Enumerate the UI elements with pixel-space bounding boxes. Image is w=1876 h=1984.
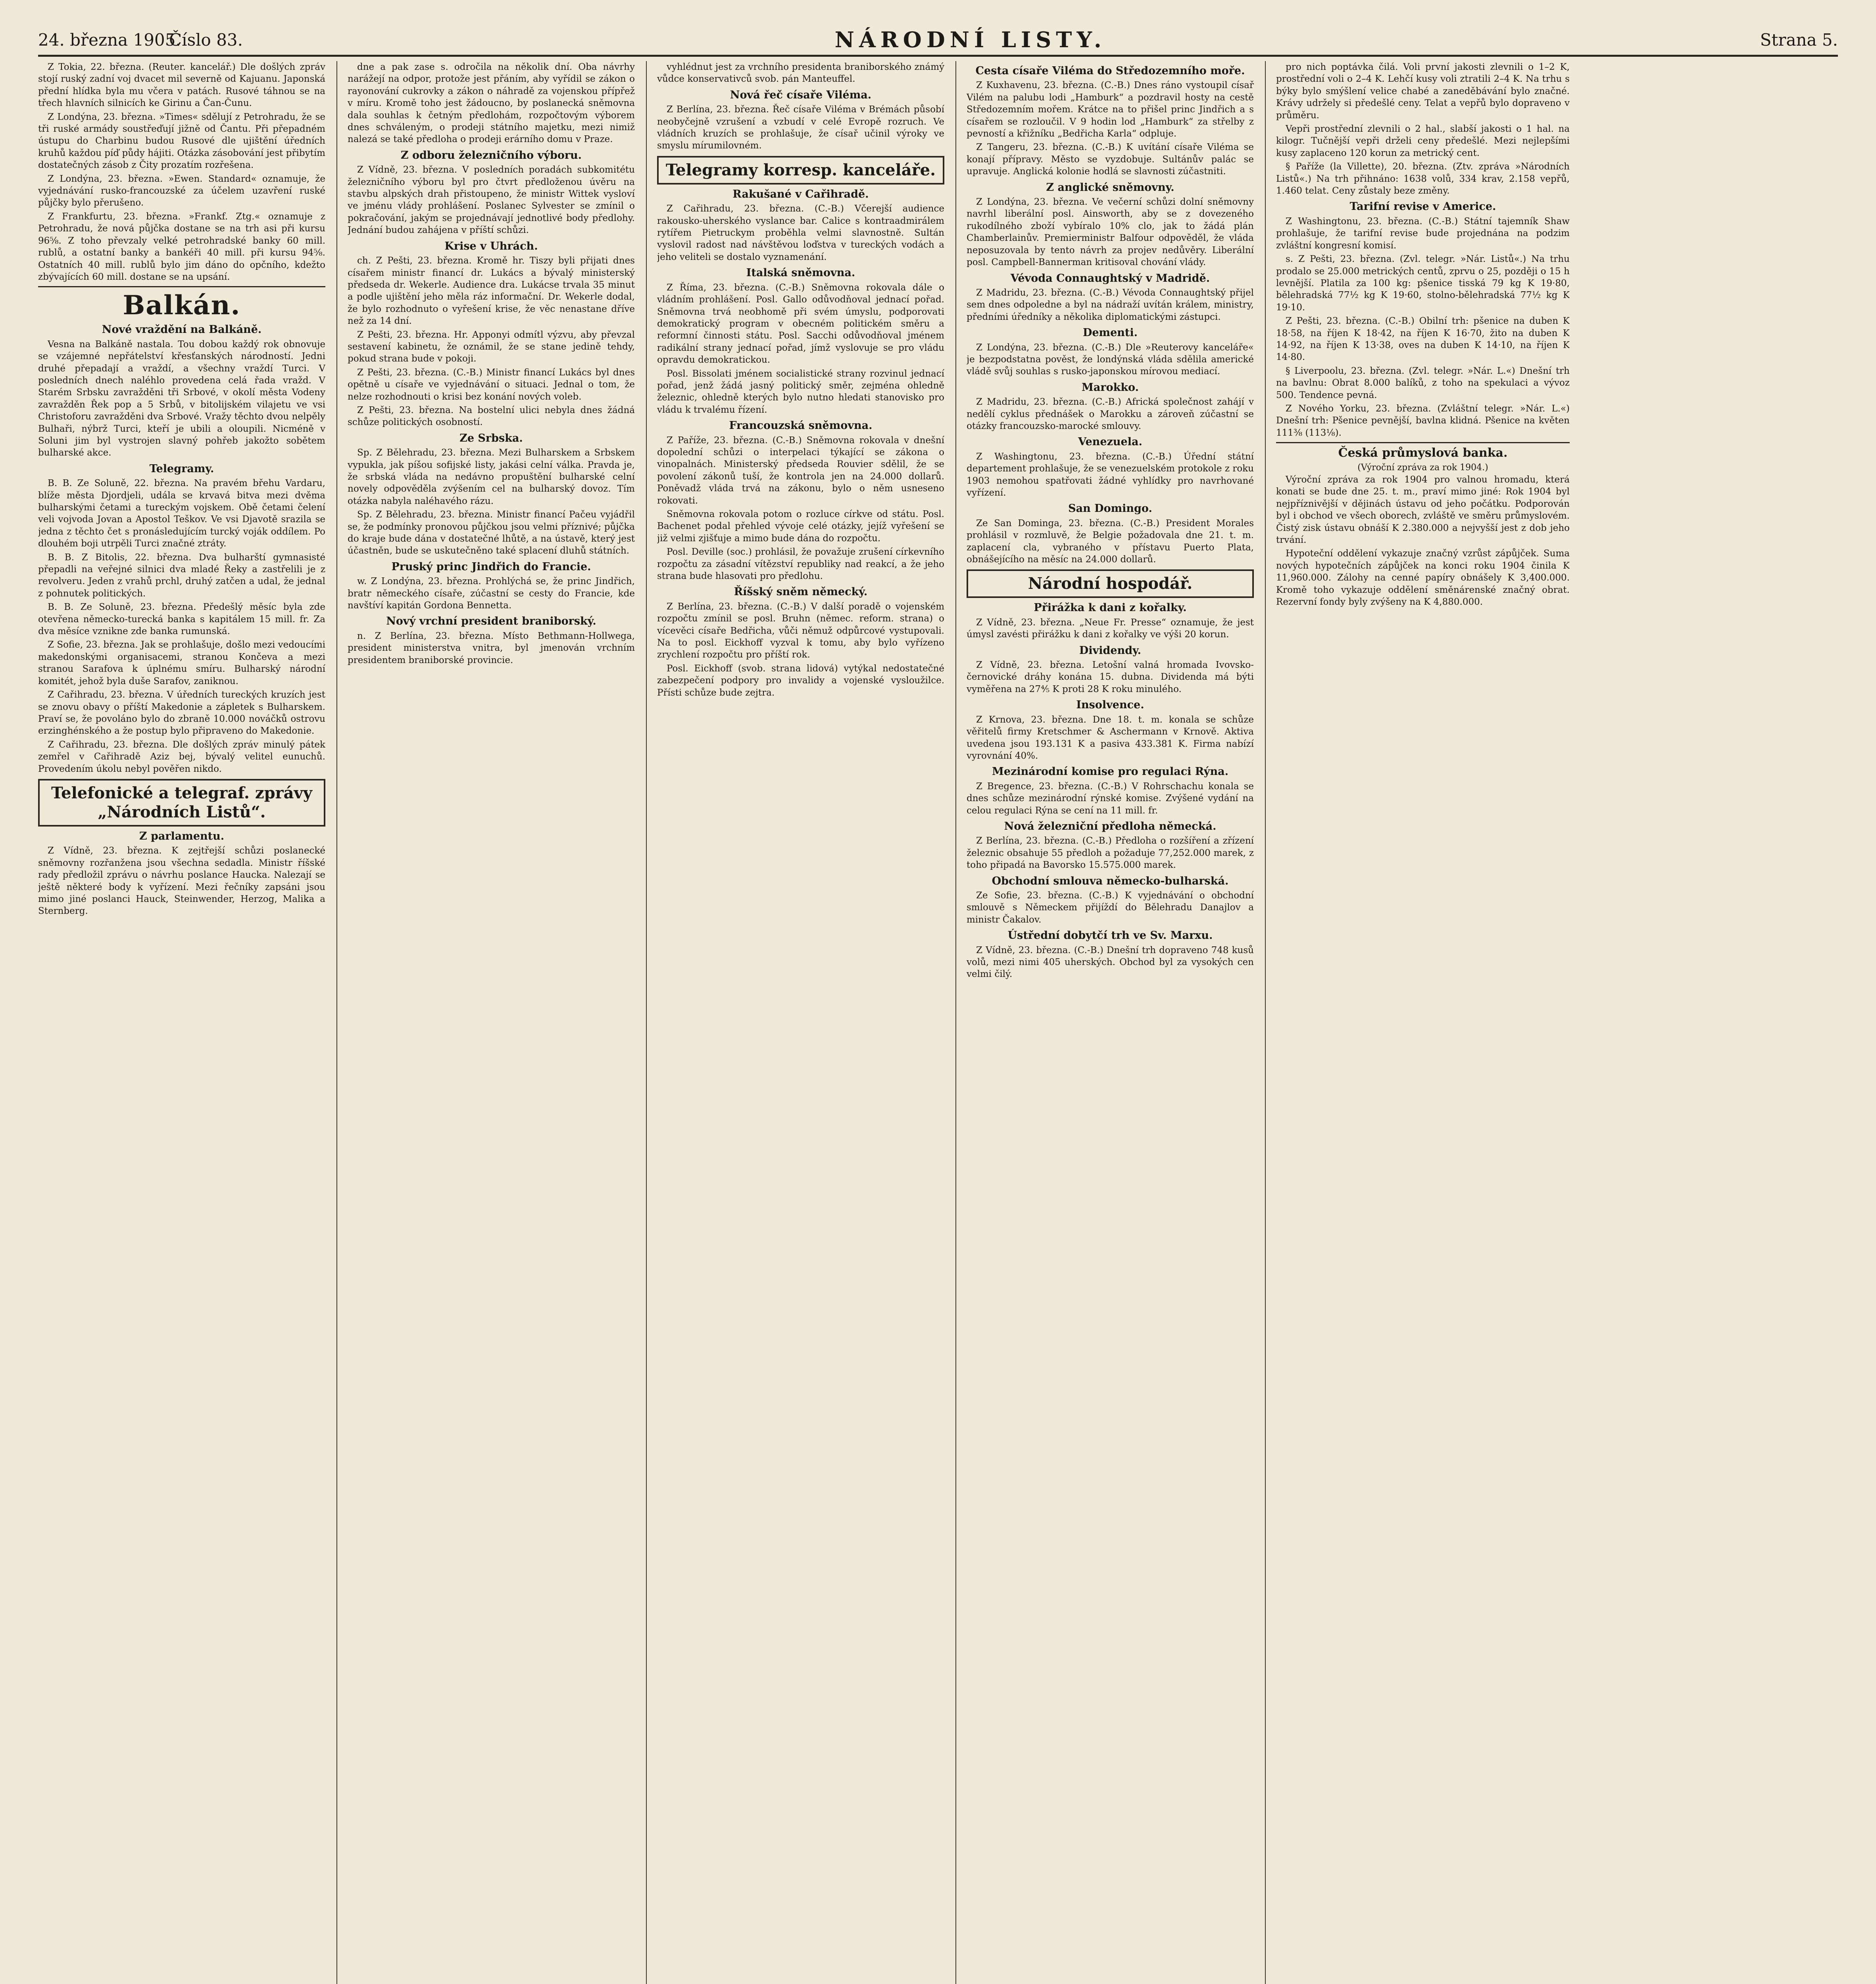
bulhar-article: Ze Sofie, 23. března. (C.-B.) K vyjednávání o obchodní smlouvě s Německem přijíždí do Bělehradu Danajlov a ministr Čakalov.	[967, 890, 1254, 925]
pesti-report-4: Z Pešti, 23. března. Na bostelní ulici nebyla dnes žádná schůze politických osobností.	[348, 405, 635, 428]
column-5	[1276, 61, 1570, 1984]
italska-heading: Italská sněmovna.	[746, 267, 855, 279]
balkan-heading: Balkán.	[123, 290, 241, 321]
parlament-heading: Z parlamentu.	[139, 830, 225, 842]
odbor-article: Z Vídně, 23. března. V posledních poradách subkomitétu železničního výboru byl pro čtvrt předloženou úvěru na stavbu alpských drah přistoupeno, že ministr Wittek vysloví ve jménu vlády prohlášení. Poslanec Sylvester se zmínil o pokračování, jakým se projednávají jednotlivé body předlohy. Jednání budou zahájena v příští schůzi.	[348, 165, 635, 236]
rakusane-heading: Rakušané v Cařihradě.	[732, 188, 869, 200]
banka-subheading: (Výroční zpráva za rok 1904.)	[1357, 462, 1488, 473]
nova-article: Z Berlína, 23. března. (C.-B.) Předloha o rozšíření a zřízení železnic obsahuje 55 předloh a požaduje 77,252.000 marek, z toho připadá na Bavorsko 15.575.000 marek.	[967, 836, 1254, 871]
columns	[38, 61, 1838, 1984]
column-separator	[1265, 61, 1266, 1984]
column-3	[657, 61, 944, 1984]
tanger-report: Z Tangeru, 23. března. (C.-B.) K uvítání císaře Viléma se konají přípravy. Město se vyzdobuje. Sultánův palác se upravuje. Anglická kolonie hodlá se slavnosti zúčastniti.	[967, 142, 1254, 177]
column-separator	[955, 61, 956, 1984]
column-2	[348, 61, 635, 1984]
telefon-heading: Telefonické a telegraf. zprávy	[51, 783, 313, 802]
parlament-article: Z Vídně, 23. března. K zejtřejší schůzi poslanecké sněmovny rozřanžena jsou všechna sedadla. Ministr říšské rady předložil zprávu o návrhu poslance Haucka. Nalezají se ještě některé body k vyřízení. Mezi řečníky zapsáni jsou mimo jiné poslanci Hauck, Steinwender, Herzog, Malika a Sternberg.	[38, 846, 325, 917]
telefon-subheading: „Národních Listů“.	[98, 802, 266, 821]
korresp-box	[657, 156, 944, 185]
page-number: Strana 5.	[1760, 30, 1838, 50]
krise-article: ch. Z Pešti, 23. března. Kromě hr. Tiszy byli přijati dnes císařem ministr financí dr. Lukács a bývalý ministerský předseda dr. Wekerle. Audience dra. Lukácse trvala 35 minut a podle ujištění jeho měla ráz informační. Dr. Wekerle dodal, že bylo rozhodnuto o vyřešení krise, že věc nenastane dříve než za 14 dní.	[348, 256, 635, 327]
newspaper-page	[38, 28, 1838, 1984]
dementi-article: Z Londýna, 23. března. (C.-B.) Dle »Reuterovy kanceláře« je bezpodstatna pověst, že londýnská vláda sdělila americké vládě svůj souhlas s rusko-japonskou mírovou mediací.	[967, 342, 1254, 377]
srbsko-heading: Ze Srbska.	[459, 432, 523, 444]
carihrad-telegram-1: Z Cařihradu, 23. března. V úředních tureckých kruzích jest se znovu obavy o příští Makedonie a zápletek s Bulharskem. Praví se, že povoláno bylo do zbraně 10.000 nováčků ostrovu erzinghénského a že postup bylo připraveno do Makedonie.	[38, 690, 325, 736]
insolvence-article: Z Krnova, 23. března. Dne 18. t. m. konala se schůze věřitelů firmy Kretschmer & Aschermann v Krnově. Aktiva uvedena jsou 193.131 K a pasiva 433.381 K. Firma nabízí vyrovnání 40%.	[967, 714, 1254, 761]
col3-continuation: vyhlédnut jest za vrchního presidenta braniborského známý vůdce konservativců svob. pán Manteuffel.	[657, 62, 944, 85]
liverpool-report: § Liverpoolu, 23. března. (Zvl. telegr. »Nár. L.«) Dnešní trh na bavlnu: Obrat 8.000 balíků, z toho na spekulaci a vývoz 500. Tendence pevná.	[1276, 365, 1570, 400]
ryna-heading: Mezinárodní komise pro regulaci Rýna.	[992, 765, 1228, 778]
krise-heading: Krise v Uhrách.	[444, 240, 538, 252]
column-1	[38, 61, 325, 1984]
francouzska-heading: Francouzská sněmovna.	[729, 419, 873, 432]
hospodar-box	[967, 569, 1254, 598]
column-separator	[336, 61, 337, 1984]
srbsko-article: Sp. Z Bělehradu, 23. března. Mezi Bulharskem a Srbskem vypukla, jak píšou sofijské listy, jakási celní válka. Pravda je, že srbská vláda na nedávno propuštění bulharské celní novely odpověděla zvýšením cel na bulharský dovoz. Tím otázka nabyla naléhavého rázu.	[348, 448, 635, 506]
president-article: n. Z Berlína, 23. března. Místo Bethmann-Hollwega, president ministerstva vnitra, byl jmenován vrchním presidentem braniborské provincie.	[348, 631, 635, 665]
col5-continuation: pro nich poptávka čilá. Voli první jakosti zlevnili o 1–2 K, prostřední voli o 2–4 K. Lehčí kusy voli ztratili 2–4 K. Na trhu s býky bylo smýšlení velice chabé a zaneděbávání bylo značné. Krávy udržely si předešlé ceny. Telat a vepřů bylo dopraveno v průměru.	[1276, 62, 1570, 121]
dividendy-heading: Dividendy.	[1079, 644, 1142, 657]
jindrich-heading: Pruský princ Jindřich do Francie.	[391, 560, 591, 573]
section-rule	[38, 286, 325, 287]
prirazka-article: Z Vídně, 23. března. „Neue Fr. Presse“ oznamuje, že jest úmysl zavésti přirážku k dani z kořalky ve výši 20 korun.	[967, 617, 1254, 640]
vevoda-heading: Vévoda Connaughtský v Madridě.	[1010, 272, 1210, 285]
risky-article: Z Berlína, 23. března. (C.-B.) V další poradě o vojenském rozpočtu zmínil se posl. Bruhn (němec. reform. strana) o vícevěci císaře Bedřicha, vůči němuž odpůrcové vystupovali. Na to posl. Eickhoff vyzval k tomu, aby bylo vyřízeno zrychlení rozpočtu pro příští rok.	[657, 601, 944, 660]
issue-number: Číslo 83.	[169, 30, 243, 50]
header-rule	[38, 55, 1838, 57]
pesti-termin-report: Z Pešti, 23. března. (C.-B.) Obilní trh: pšenice na duben K 18·58, na říjen K 18·42, na říjen K 16·70, žito na duben K 14·92, na říjen K 13·38, oves na duben K 14·10, na říjen K 14·80.	[1276, 316, 1570, 363]
marokko-heading: Marokko.	[1082, 381, 1139, 394]
bitolis-telegram: B. B. Z Bitolis, 22. března. Dva bulharští gymnasisté přepadli na veřejné silnici dva mladé Řeky a zastřelili je z revolveru. Jeden z vrahů prchl, druhý zatčen a udal, že jednal z pohnutek politických.	[38, 552, 325, 599]
tokio-report: Z Tokia, 22. března. (Reuter. kancelář.) Dle došlých zpráv stojí ruský zadní voj dvacet mil severně od Kajuanu. Japonská přední hlídka byla mu včera v patách. Rusové táhnou se na třech hlavních silnicích ke Girinu a Čan-Čunu.	[38, 62, 325, 109]
issue-date: 24. března 1905.	[38, 30, 181, 50]
ryna-article: Z Bregence, 23. března. (C.-B.) V Rohrschachu konala se dnes schůze mezinárodní rýnské komise. Zvýšené vydání na celou regulaci Rýna se cení na 11 mill. fr.	[967, 781, 1254, 816]
carihrad-telegram-2: Z Cařihradu, 23. března. Dle došlých zpráv minulý pátek zemřel v Cařihradě Aziz bej, bývalý velitel eunuchů. Provedením úkolu nebyl pověřen nikdo.	[38, 739, 325, 774]
masthead: NÁRODNÍ LISTY.	[834, 27, 1106, 52]
venezuela-heading: Venezuela.	[1078, 436, 1142, 448]
pariz-report: § Paříže (la Villette), 20. března. (Ztv. zpráva »Národních Listů«.) Na trh přihnáno: 1638 volů, 334 krav, 2.158 vepřů, 1.460 telat. Ceny zůstaly beze změny.	[1276, 161, 1570, 196]
anglicka-article: Z Londýna, 23. března. Ve večerní schůzi dolní sněmovny navrhl liberální posl. Ainsworth, aby se z dovezeného rukodílného zboží vybíralo 10% clo, jak to žádá plán Chamberlainův. Premierministr Balfour odpověděl, že vláda neposuzovala by tento návrh za projev nedůvěry. Liberální posl. Campbell-Bannerman kritisoval chování vlády.	[967, 197, 1254, 268]
domingo-heading: San Domingo.	[1068, 502, 1152, 515]
cesta-heading: Cesta císaře Viléma do Středozemního moře.	[975, 65, 1245, 77]
bulhar-heading: Obchodní smlouva německo-bulharská.	[992, 875, 1229, 887]
dementi-heading: Dementi.	[1082, 327, 1138, 339]
col2-continuation: dne a pak zase s. odročila na několik dní. Oba návrhy narážejí na odpor, protože jest přáním, aby vyřídil se zákon o rayonování cukrovky a zákon o náhradě za vojenskou přípřež v míru. Kromě toho jest žádoucno, by poslanecká sněmovna dala souhlas k četným předlohám, rozpočtovým výborem dnes schváleným, o prodeji státního majetku, mezi nimiž nalezá se také předloha o prodeji erárního domu v Praze.	[348, 62, 635, 145]
hypotecni-paragraph: Hypoteční oddělení vykazuje značný vzrůst zápůjček. Suma nových hypotečních zápůjček na konci roku 1904 činila K 11,960.000. Zálohy na cenné papíry obnášely K 3,400.000. Kromě toho vykazuje oddělení směnárenské značný obrat. Rezervní fondy byly zvýšeny na K 4,880.000.	[1276, 548, 1570, 608]
eickhoff-paragraph: Posl. Eickhoff (svob. strana lidová) vytýkal nedostatečné zabezpečení podpory pro invalidy a vojenské vysloužilce. Přísti schůze bude zejtra.	[657, 663, 944, 698]
dividendy-article: Z Vídně, 23. března. Letošní valná hromada Ivovsko-černovické dráhy konána 15. dubna. Dividenda má býti vyměřena na 27⅘ K proti 28 K roku minulého.	[967, 660, 1254, 694]
rakusane-article: Z Cařihradu, 23. března. (C.-B.) Včerejší audience rakousko-uherského vyslance bar. Calice s kontraadmirálem rytířem Pietruckym proběhla velmi slavnostně. Sultán vyslovil radost nad návštěvou loďstva v tureckých vodách a jeho veliteli se dostalo vyznamenání.	[657, 204, 944, 262]
anglicka-heading: Z anglické sněmovny.	[1046, 181, 1174, 194]
odluka-paragraph: Sněmovna rokovala potom o rozluce církve od státu. Posl. Bachenet podal přehled vývoje celé otázky, jejíž vyřešení se již velmi zjišťuje a mimo bude dána do rozpočtu.	[657, 509, 944, 544]
cesta-article: Z Kuxhavenu, 23. března. (C.-B.) Dnes ráno vystoupil císař Vilém na palubu lodi „Hamburk“ a pozdravil hosty na cestě Středozemním mořem. Krátce na to přišel princ Jindřich a s císařem se rozloučil. V 9 hodin lod „Hamburk“ za střelby z pevností a křižníku „Bedřicha Karla“ odpluje.	[967, 80, 1254, 139]
insolvence-heading: Insolvence.	[1076, 699, 1144, 711]
president-heading: Nový vrchní president braniborský.	[386, 615, 596, 628]
italska-article: Z Říma, 23. března. (C.-B.) Sněmovna rokovala dále o vládním prohlášení. Posl. Gallo odůvodňoval jednací pořad. Sněmovna trvá neobhomě při svém úmyslu, podporovati demokratický program v obecném politickém směru a reformní činnosti státu. Posl. Sacchi odůvodňoval jménem radikální strany jednací pořad, jímž vyslovuje se pro vládu opravdu demokratickou.	[657, 282, 944, 365]
balkan-article: Vesna na Balkáně nastala. Tou dobou každý rok obnovuje se vzájemné nepřátelství křesťanských národností. Jedni druhé přepadají a vraždí, a všechny vraždí Turci. V posledních dnech naléhlo provedena celá řada vražd. V Starém Srbsku zavražděni tři Srbové, v okolí města Vodeny zavražděn Řek pop a 5 Srbů, v bitolijském vilajetu ve vsi Christoforu zavražděni dva Srbové. Vražy těchto dvou nelpěly Bulhaři, nýbrž Turci, kteří je ubili a oloupili. Nicméně v Soluni jim byl vystrojen slavný pohřeb jakožto sobětem bulharské akce.	[38, 339, 325, 458]
pest-obili-report: s. Z Pešti, 23. března. (Zvl. telegr. »Nár. Listů«.) Na trhu prodalo se 25.000 metrických centů, zprvu o 25, později o 15 h levnější. Platila za 100 kg: pšenice tisská 79 kg K 19·80, bělehradská 77½ kg K 19·60, stolno-bělehradská 77½ kg K 19·10.	[1276, 254, 1570, 313]
korresp-heading: Telegramy korresp. kanceláře.	[665, 160, 936, 179]
solun-telegram: B. B. Ze Soluně, 22. března. Na pravém břehu Vardaru, blíže města Djordjeli, udála se krvavá bitva mezi dvěma bulharskými četami a tureckým vojskem. Obě četami čelení veli vojvoda Jovan a Apostol Teškov. Ve vsi Djavotě srazila se jedna z těchto čet s pronásledujícím turcký voják oddílem. Po dlouhém boji utrpěli Turci značné ztráty.	[38, 478, 325, 549]
venezuela-article: Z Washingtonu, 23. března. (C.-B.) Úřední státní departement prohlašuje, že se venezuelském protokole z roku 1903 nemohou spatřovati žádné vyhlídky pro navrhované vyřízení.	[967, 451, 1254, 498]
page-header	[38, 28, 1838, 52]
prirazka-heading: Přirážka k dani z kořalky.	[1034, 602, 1187, 614]
trh-article: Z Vídně, 23. března. (C.-B.) Dnešní trh dopraveno 748 kusů volů, mezi nimi 405 uherských. Obchod byl za vysokých cen velmi čilý.	[967, 945, 1254, 980]
newyork-report: Z Nového Yorku, 23. března. (Zvláštní telegr. »Nár. L.«) Dnešní trh: Pšenice pevnější, bavlna klidná. Pšenice na květen 111⅜ (113⅛).	[1276, 403, 1570, 438]
odbor-heading: Z odboru železničního výboru.	[400, 149, 582, 161]
bissolati-paragraph: Posl. Bissolati jménem socialistické strany rozvinul jednací pořad, jenž žádá jasný politický směr, zejména ohledně železnic, ohledně kterých bylo nutno hledati stanovisko pro vládu k trvalému řízení.	[657, 368, 944, 415]
belehrad-report: Sp. Z Bělehradu, 23. března. Ministr financí Pačeu vyjádřil se, že podmínky pronovou půjčkou jsou velmi příznivé; půjčka do kraje bude dána v dostatečné lhůtě, a na ústavě, který jest účastněn, bude se uskutečněno také splacení dluhů státních.	[348, 509, 635, 556]
balkan-subheading: Nové vraždění na Balkáně.	[102, 323, 262, 336]
vevoda-article: Z Madridu, 23. března. (C.-B.) Vévoda Connaughtský přijel sem dnes odpoledne a byl na nádraží uvítán králem, ministry, předními úředníky a několika diplomatickými zástupci.	[967, 287, 1254, 322]
tarif-article: Z Washingtonu, 23. března. (C.-B.) Státní tajemník Shaw prohlašuje, že tarifní revise bude projednána na podzim zvláštní kongresní komisí.	[1276, 216, 1570, 251]
banka-heading: Česká průmyslová banka.	[1338, 446, 1508, 460]
section-rule	[1276, 442, 1570, 443]
londyn-report-1: Z Londýna, 23. března. »Times« sdělují z Petrohradu, že se tři ruské armády soustřeďují jižně od Čantu. Při přepadném ústupu do Charbinu budou Rusové dle ujištění úředních kruhů každou píď půdy hájiti. Otázka zásobování jest přibytím dostatečných zásob z Čity prozatím rozřešena.	[38, 112, 325, 171]
domingo-article: Ze San Dominga, 23. března. (C.-B.) President Morales prohlásil v rozmluvě, že Belgie požadovala dne 21. t. m. zaplacení cla, vybraného v přístavu Puerto Plata, obnášejícího na měsíc na 24.000 dollarů.	[967, 518, 1254, 565]
solun-telegram-2: B. B. Ze Soluně, 23. března. Předešlý měsíc byla zde otevřena německo-turecká banka s kapitálem 15 mill. fr. Za dva měsíce vznikne zde banka rumunská.	[38, 602, 325, 637]
nova-heading: Nová železniční předloha německá.	[1004, 820, 1217, 832]
vilem-article: Z Berlína, 23. března. Řeč císaře Viléma v Brémách působí neobyčejně vzrušení a vzbudí v celé Evropě rozruch. Ve vládních kruzích se prohlašuje, že císař učinil výroky ve smyslu mírumilovném.	[657, 104, 944, 151]
vilem-heading: Nová řeč císaře Viléma.	[730, 88, 872, 101]
telegramy-heading: Telegramy.	[149, 462, 214, 475]
vepri-paragraph: Vepři prostřední zlevnili o 2 hal., slabší jakosti o 1 hal. na kilogr. Tučnější vepři drželi ceny předešlé. Mezi nejlepšími kusy zaplaceno 120 korun za metrický cent.	[1276, 124, 1570, 158]
column-4	[967, 61, 1254, 1984]
risky-heading: Říšský sněm německý.	[734, 586, 868, 598]
francouzska-article: Z Paříže, 23. března. (C.-B.) Sněmovna rokovala v dnešní dopolední schůzi o interpelaci týkající se zákona o vinopalnách. Ministerský předseda Rouvier sdělil, že se povolení zákonů tuší, že kontrola jen na 24.000 dollarů. Poněvadž vláda trvá na zákonu, bylo o něm usneseno rokovati.	[657, 435, 944, 506]
banka-article: Výroční zpráva za rok 1904 pro valnou hromadu, která konati se bude dne 25. t. m., praví mimo jiné: Rok 1904 byl nejpříznivější v dějinách ústavu od jeho počátku. Podporován byl i obchod ve všech oborech, zvláště ve směru průmyslovém. Čistý zisk ústavu obnáší K 2.380.000 a nejvyšší jest z dob jeho trvání.	[1276, 475, 1570, 546]
tarif-heading: Tarifní revise v Americe.	[1349, 200, 1496, 213]
marokko-article: Z Madridu, 23. března. (C.-B.) Africká společnost zahájí v nedělí cyklus přednášek o Marokku a zároveň zúčastní se otázky francouzsko-marocké smlouvy.	[967, 397, 1254, 431]
deville-paragraph: Posl. Deville (soc.) prohlásil, že považuje zrušení církevního rozpočtu za zásadní vítězství republiky nad reakcí, a že jeho strana bude hlasovati pro předlohu.	[657, 547, 944, 582]
pesti-report-3: Z Pešti, 23. března. (C.-B.) Ministr financí Lukács byl dnes opětně u císaře ve vyjednávání o situaci. Jednal o tom, že nelze rozhodnouti o krisi bez konání nových voleb.	[348, 367, 635, 402]
column-separator	[646, 61, 647, 1984]
telefon-box	[38, 779, 325, 827]
jindrich-article: w. Z Londýna, 23. března. Prohlýchá se, že princ Jindřich, bratr německého císaře, zúčastní se cesty do Francie, kde navštíví kapitán Gordona Bennetta.	[348, 576, 635, 611]
sofie-telegram: Z Sofie, 23. března. Jak se prohlašuje, došlo mezi vedoucími makedonskými organisacemi, stranou Končeva a mezi stranou Sarafova k úplnému smíru. Bulharský národní komitét, jehož byla duše Sarafov, zaniknou.	[38, 640, 325, 686]
trh-heading: Ústřední dobytčí trh ve Sv. Marxu.	[1007, 929, 1213, 942]
londyn-report-2: Z Londýna, 23. března. »Ewen. Standard« oznamuje, že vyjednávání rusko-francouzské za účelem uzavření ruské půjčky bylo přerušeno.	[38, 173, 325, 208]
frankfurt-report: Z Frankfurtu, 23. března. »Frankf. Ztg.« oznamuje z Petrohradu, že nová půjčka dostane se na trh asi při kursu 96⅝. Z toho převzaly velké petrohradské banky 60 mill. rublů, a ostatní banky a bankéři 40 mill. při kursu 94⅝. Ostatních 40 mill. rublů bylo jim dáno do opčního, kdežto zbývajících 60 mill. dostane se na upsání.	[38, 211, 325, 282]
hospodar-heading: Národní hospodář.	[1028, 574, 1193, 593]
pesti-report-2: Z Pešti, 23. března. Hr. Apponyi odmítl výzvu, aby převzal sestavení kabinetu, že oznámil, že se stane jedině tehdy, pokud strana bude v pokoji.	[348, 329, 635, 364]
